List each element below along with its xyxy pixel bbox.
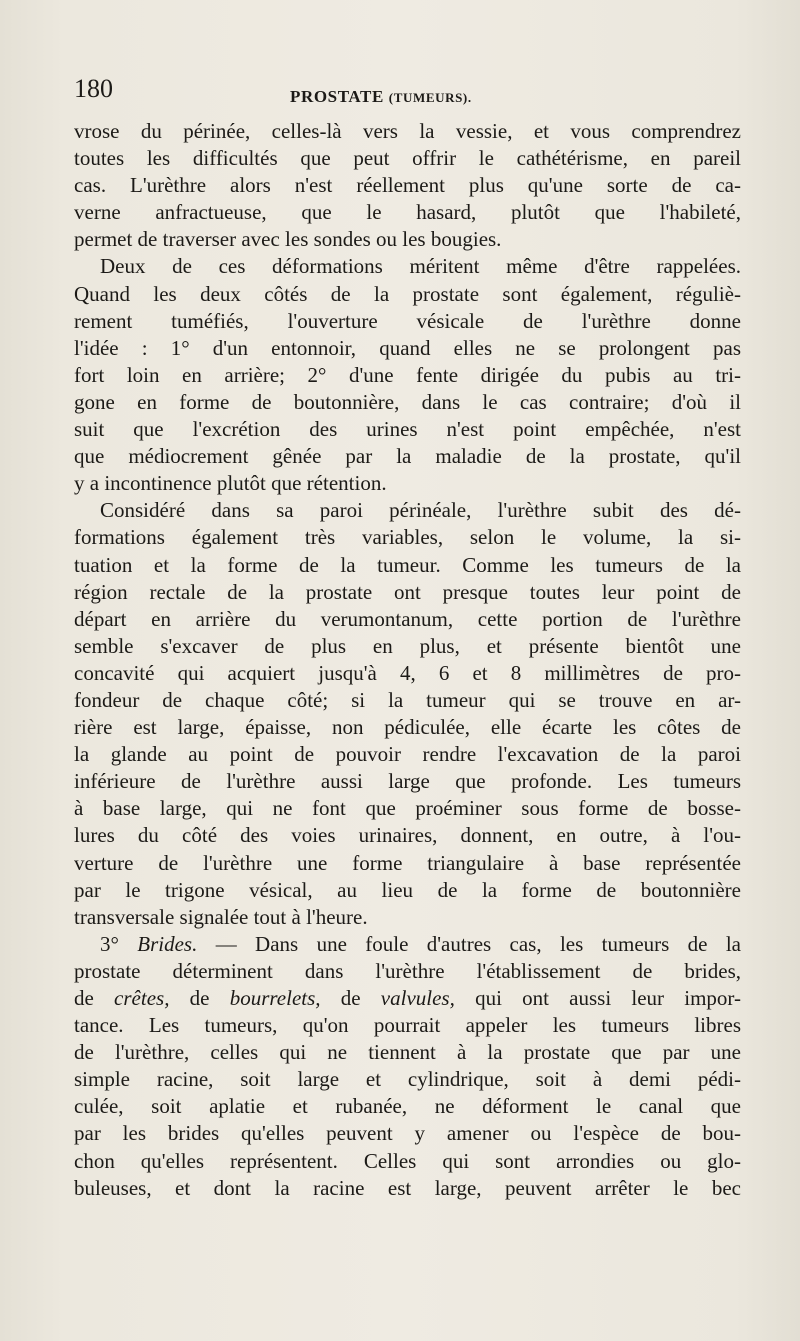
text-line: par les brides qu'elles peuvent y amener ou l'espèce de bou- [74, 1121, 741, 1146]
text-line: suit que l'excrétion des urines n'est point empêchée, n'est [74, 417, 741, 442]
text-line: toutes les difficultés que peut offrir le cathétérisme, en pareil [74, 146, 741, 171]
text-line: buleuses, et dont la racine est large, peuvent arrêter le bec [74, 1175, 741, 1200]
text-line: permet de traverser avec les sondes ou les bougies. [74, 227, 502, 252]
text-line: tuation et la forme de la tumeur. Comme les tumeurs de la [74, 552, 741, 577]
text-line: lures du côté des voies urinaires, donnent, en outre, à l'ou- [74, 823, 741, 848]
body-text [74, 118, 741, 1202]
text-line: concavité qui acquiert jusqu'à 4, 6 et 8 millimètres de pro- [74, 660, 741, 685]
text-line: semble s'excaver de plus en plus, et présente bientôt une [74, 633, 741, 658]
text-line: vrose du périnée, celles-là vers la vessie, et vous comprendrez [74, 119, 741, 143]
text-line: rière est large, épaisse, non pédiculée, elle écarte les côtes de [74, 715, 741, 740]
running-head-main: PROSTATE [290, 87, 384, 106]
text-line: Considéré dans sa paroi périnéale, l'urèthre subit des dé- [100, 498, 741, 523]
text-line: fondeur de chaque côté; si la tumeur qui se trouve en ar- [74, 687, 741, 712]
text-line: la glande au point de pouvoir rendre l'excavation de la paroi [74, 742, 741, 767]
text-line: à base large, qui ne font que proéminer sous forme de bosse- [74, 796, 741, 821]
text-line: fort loin en arrière; 2° d'une fente dirigée du pubis au tri- [74, 362, 741, 387]
page-header [74, 74, 744, 114]
text-run: de [74, 986, 115, 1010]
text-line: y a incontinence plutôt que rétention. [74, 471, 387, 496]
text-run: de [169, 986, 230, 1010]
text-line: de l'urèthre, celles qui ne tiennent à la prostate que par une [74, 1040, 741, 1065]
italic-term: crêtes, [114, 986, 170, 1010]
text-line: l'idée : 1° d'un entonnoir, quand elles ne se prolongent pas [74, 335, 741, 360]
text-line: inférieure de l'urèthre aussi large que profonde. Les tumeurs [74, 769, 741, 794]
text-line: transversale signalée tout à l'heure. [74, 904, 368, 929]
text-line: Quand les deux côtés de la prostate sont également, réguliè- [74, 281, 741, 306]
text-line: que médiocrement gênée par la maladie de la prostate, qu'il [74, 444, 741, 469]
italic-term: valvules, [380, 986, 455, 1010]
running-head [290, 87, 472, 107]
italic-term: Brides. [137, 931, 198, 956]
text-line: formations également très variables, selon le volume, la si- [74, 525, 741, 550]
page-number: 180 [74, 74, 113, 103]
text-line: départ en arrière du verumontanum, cette portion de l'urèthre [74, 606, 741, 631]
text-run: — Dans une foule d'autres cas, les tumeurs de la [197, 931, 741, 956]
text-line [74, 931, 741, 958]
text-line: gone en forme de boutonnière, dans le cas contraire; d'où il [74, 389, 741, 414]
running-head-paren: (TUMEURS). [388, 90, 472, 105]
text-run: qui ont aussi leur impor- [454, 986, 741, 1010]
text-run: 3° [100, 931, 138, 956]
text-line: par le trigone vésical, au lieu de la forme de boutonnière [74, 877, 741, 902]
text-line: verture de l'urèthre une forme triangulaire à base représentée [74, 850, 741, 875]
text-run: de [320, 986, 381, 1010]
text-line: cas. L'urèthre alors n'est réellement plus qu'une sorte de ca- [74, 173, 741, 198]
text-line: simple racine, soit large et cylindrique, soit à demi pédi- [74, 1067, 741, 1092]
text-line: Deux de ces déformations méritent même d'être rappelées. [100, 254, 741, 279]
text-line: culée, soit aplatie et rubanée, ne déforment le canal que [74, 1094, 741, 1119]
text-line: tance. Les tumeurs, qu'on pourrait appeler les tumeurs libres [74, 1013, 741, 1038]
text-line: prostate déterminent dans l'urèthre l'établissement de brides, [74, 958, 741, 983]
text-line: verne anfractueuse, que le hasard, plutôt que l'habileté, [74, 200, 741, 225]
text-line: chon qu'elles représentent. Celles qui sont arrondies ou glo- [74, 1148, 741, 1173]
text-line [74, 985, 741, 1012]
italic-term: bourrelets, [229, 986, 321, 1010]
text-line: rement tuméfiés, l'ouverture vésicale de l'urèthre donne [74, 308, 741, 333]
text-line: région rectale de la prostate ont presque toutes leur point de [74, 579, 741, 604]
